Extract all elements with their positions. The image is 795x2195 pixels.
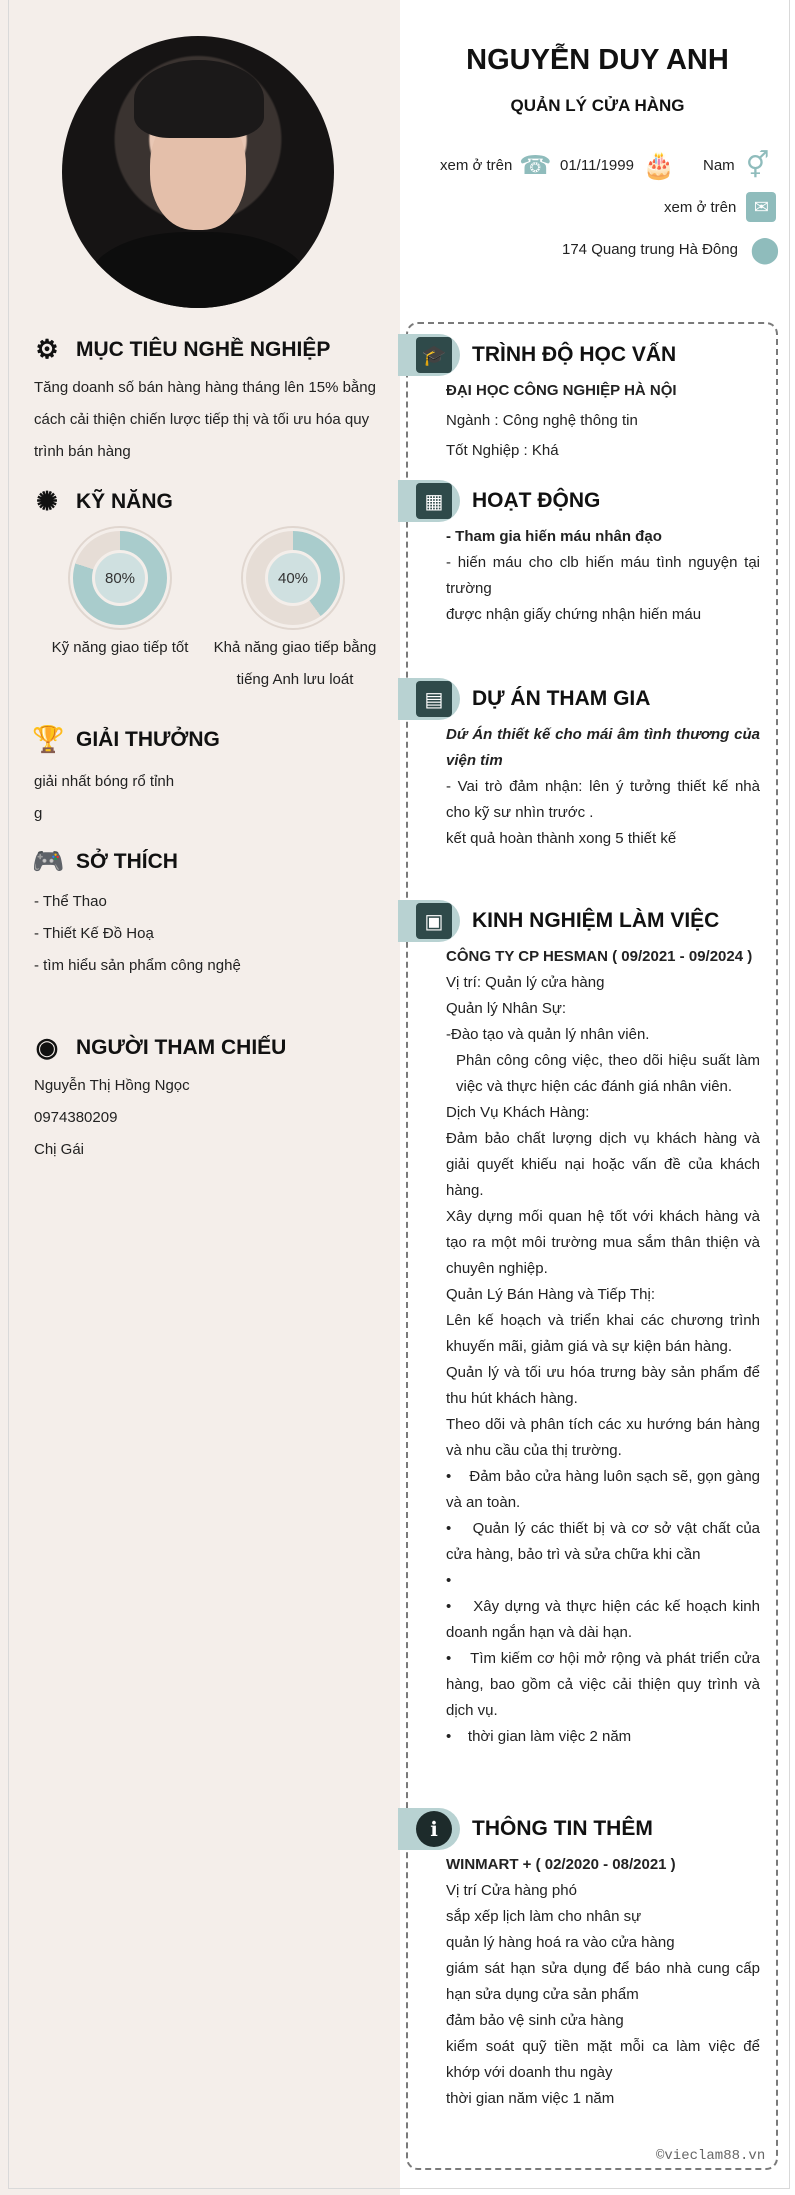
chart-screen-icon: ▣	[416, 903, 452, 939]
reference-list	[34, 1070, 379, 1166]
info-line: kiểm soát quỹ tiền mặt mỗi ca làm việc để khớp với doanh thu ngày	[446, 2038, 760, 2081]
email-text: xem ở trên	[664, 198, 737, 216]
projects-body	[446, 722, 760, 852]
contact-phone	[440, 150, 550, 180]
skill-ring	[243, 528, 343, 628]
skill-percent: 40%	[265, 550, 321, 606]
project-line: kết quả hoàn thành xong 5 thiết kế	[446, 830, 677, 847]
address-text: 174 Quang trung Hà Đông	[562, 240, 738, 258]
contact-address	[562, 234, 780, 264]
birthday-cake-icon: 🎂	[642, 149, 676, 180]
project-line: - Vai trò đảm nhận: lên ý tưởng thiết kế nhà cho kỹ sư nhìn trước .	[446, 778, 760, 821]
education-heading	[398, 334, 676, 376]
skill-label: Khả năng giao tiếp bằng tiếng Anh lưu loát	[213, 639, 377, 688]
skills-title: KỸ NĂNG	[76, 489, 173, 513]
avatar	[62, 36, 334, 308]
objective-text: Tăng doanh số bán hàng hàng tháng lên 15% bằng cách cải thiện chiến lược tiếp thị và tối ưu hóa quy trình bán hàng	[34, 379, 376, 460]
projects-title: DỰ ÁN THAM GIA	[472, 687, 651, 710]
skill-label: Kỹ năng giao tiếp tốt	[51, 639, 189, 656]
bullet-item: • Đảm bảo cửa hàng luôn sạch sẽ, gọn gàng và an toàn.	[446, 1468, 760, 1511]
activity-heading: - Tham gia hiến máu nhân đạo	[446, 528, 662, 545]
awards-list	[34, 766, 379, 830]
watermark: ©vieclam88.vn	[656, 2148, 766, 2164]
info-icon: ℹ	[416, 1811, 452, 1847]
bullet-item: • Quản lý các thiết bị và cơ sở vật chất của cửa hàng, bảo trì và sửa chữa khi cần	[446, 1520, 760, 1563]
job-title: QUẢN LÝ CỬA HÀNG	[510, 96, 685, 115]
exp-line: Quản Lý Bán Hàng và Tiếp Thị:	[446, 1286, 656, 1303]
objective-title: MỤC TIÊU NGHỀ NGHIỆP	[76, 337, 331, 361]
info-line: quản lý hàng hoá ra vào cửa hàng	[446, 1934, 675, 1951]
calendar-icon: ▦	[416, 483, 452, 519]
phone-icon: ☎	[519, 149, 552, 180]
graduation-icon: 🎓	[416, 337, 452, 373]
gender-text: Nam	[703, 156, 735, 174]
candidate-name: NGUYỄN DUY ANH	[466, 44, 729, 76]
email-icon: ✉	[746, 192, 776, 222]
education-major: Ngành : Công nghệ thông tin	[446, 412, 638, 429]
hobbies-list	[34, 886, 379, 982]
additional-title: THÔNG TIN THÊM	[472, 1817, 653, 1840]
exp-line: Dịch Vụ Khách Hàng:	[446, 1104, 590, 1121]
activities-body	[446, 524, 760, 628]
exp-line: Quản lý và tối ưu hóa trưng bày sản phẩm để thu hút khách hàng.	[446, 1364, 760, 1407]
activities-title: HOẠT ĐỘNG	[472, 489, 601, 512]
hobby-item: - Thiết Kế Đồ Hoạ	[34, 925, 154, 942]
skill-percent: 80%	[92, 550, 148, 606]
experience-title: KINH NGHIỆM LÀM VIỆC	[472, 909, 720, 932]
award-item: giải nhất bóng rổ tỉnh	[34, 773, 175, 790]
location-pin-icon: ⬤	[750, 233, 780, 264]
reference-relation: Chị Gái	[34, 1141, 85, 1158]
info-line: giám sát hạn sửa dụng để báo nhà cung cấp hạn sửa dụng cửa sản phẩm	[446, 1960, 760, 2003]
objective-heading	[32, 334, 330, 365]
bullet-item: •	[446, 1572, 452, 1589]
additional-body	[446, 1852, 760, 2112]
hobbies-title: SỞ THÍCH	[76, 849, 178, 873]
gender-icon: ⚥	[745, 149, 770, 180]
trophy-icon: 🏆	[32, 724, 65, 754]
exp-line: Quản lý Nhân Sự:	[446, 1000, 567, 1017]
bullet-item: • thời gian làm việc 2 năm	[446, 1728, 632, 1745]
bullet-item: • Xây dựng và thực hiện các kế hoạch kinh doanh ngắn hạn và dài hạn.	[446, 1598, 760, 1641]
activity-line: được nhận giấy chứng nhận hiến máu	[446, 606, 702, 623]
skill-ring	[70, 528, 170, 628]
exp-line: Theo dõi và phân tích các xu hướng bán hàng và nhu cầu của thị trường.	[446, 1416, 760, 1459]
lightbulb-gear-icon: ✺	[36, 486, 58, 516]
project-icon: ▤	[416, 681, 452, 717]
reference-name: Nguyễn Thị Hồng Ngọc	[34, 1077, 190, 1094]
school-name: ĐẠI HỌC CÔNG NGHIỆP HÀ NỘI	[446, 382, 677, 399]
projects-heading	[398, 678, 650, 720]
reference-heading	[32, 1032, 286, 1063]
experience-heading	[398, 900, 719, 942]
company-name: CÔNG TY CP HESMAN ( 09/2021 - 09/2024 )	[446, 948, 753, 965]
info-line: sắp xếp lịch làm cho nhân sự	[446, 1908, 642, 1925]
award-item: g	[34, 805, 43, 822]
exp-line: Đảm bảo chất lượng dịch vụ khách hàng và giải quyết khiếu nại hoặc vấn đề của khách hàng.	[446, 1130, 760, 1199]
awards-heading	[32, 724, 220, 755]
activity-line: - hiến máu cho clb hiến máu tình nguyện tại trường	[446, 554, 760, 597]
reference-phone: 0974380209	[34, 1109, 118, 1126]
company-name: WINMART + ( 02/2020 - 08/2021 )	[446, 1856, 676, 1873]
birthday-text: 01/11/1999	[560, 156, 634, 174]
contact-birthday	[560, 150, 674, 180]
hobby-item: - tìm hiểu sản phẩm công nghệ	[34, 957, 241, 974]
person-circle-icon: ◉	[35, 1032, 59, 1062]
hobby-item: - Thể Thao	[34, 893, 107, 910]
hobbies-heading	[32, 846, 178, 877]
phone-text: xem ở trên	[440, 156, 513, 174]
gamepad-icon: 🎮	[32, 846, 65, 876]
info-line: đảm bảo vệ sinh cửa hàng	[446, 2012, 624, 2029]
exp-line: Lên kế hoạch và triển khai các chương trình khuyến mãi, giảm giá và sự kiện bán hàng.	[446, 1312, 760, 1355]
awards-title: GIẢI THƯỞNG	[76, 727, 220, 751]
exp-line: Vị trí: Quản lý cửa hàng	[446, 974, 605, 991]
bullet-item: • Tìm kiếm cơ hội mở rộng và phát triển cửa hàng, bao gồm cả việc cải thiện quy trình và dịch vụ.	[446, 1650, 761, 1719]
education-body	[446, 378, 760, 464]
education-grade: Tốt Nghiệp : Khá	[446, 442, 559, 459]
exp-line: Phân công công việc, theo dõi hiệu suất làm việc và thực hiện các đánh giá nhân viên.	[456, 1052, 760, 1095]
skills-heading	[32, 486, 173, 517]
education-title: TRÌNH ĐỘ HỌC VẤN	[472, 343, 677, 366]
tools-icon: ⚙	[35, 334, 59, 364]
contact-gender	[703, 150, 773, 180]
contact-email	[664, 192, 776, 222]
exp-line: Xây dựng mối quan hệ tốt với khách hàng và tạo ra một môi trường mua sắm thân thiện và chuyên nghiệp.	[446, 1208, 760, 1277]
info-line: Vị trí Cửa hàng phó	[446, 1882, 577, 1899]
additional-heading	[398, 1808, 653, 1850]
activities-heading	[398, 480, 600, 522]
exp-line: -Đào tạo và quản lý nhân viên.	[446, 1026, 650, 1043]
info-line: thời gian năm việc 1 năm	[446, 2090, 615, 2107]
reference-title: NGƯỜI THAM CHIẾU	[76, 1035, 287, 1059]
experience-body	[446, 944, 760, 1750]
project-name: Dứ Án thiết kế cho mái âm tình thương của viện tim	[446, 726, 760, 769]
